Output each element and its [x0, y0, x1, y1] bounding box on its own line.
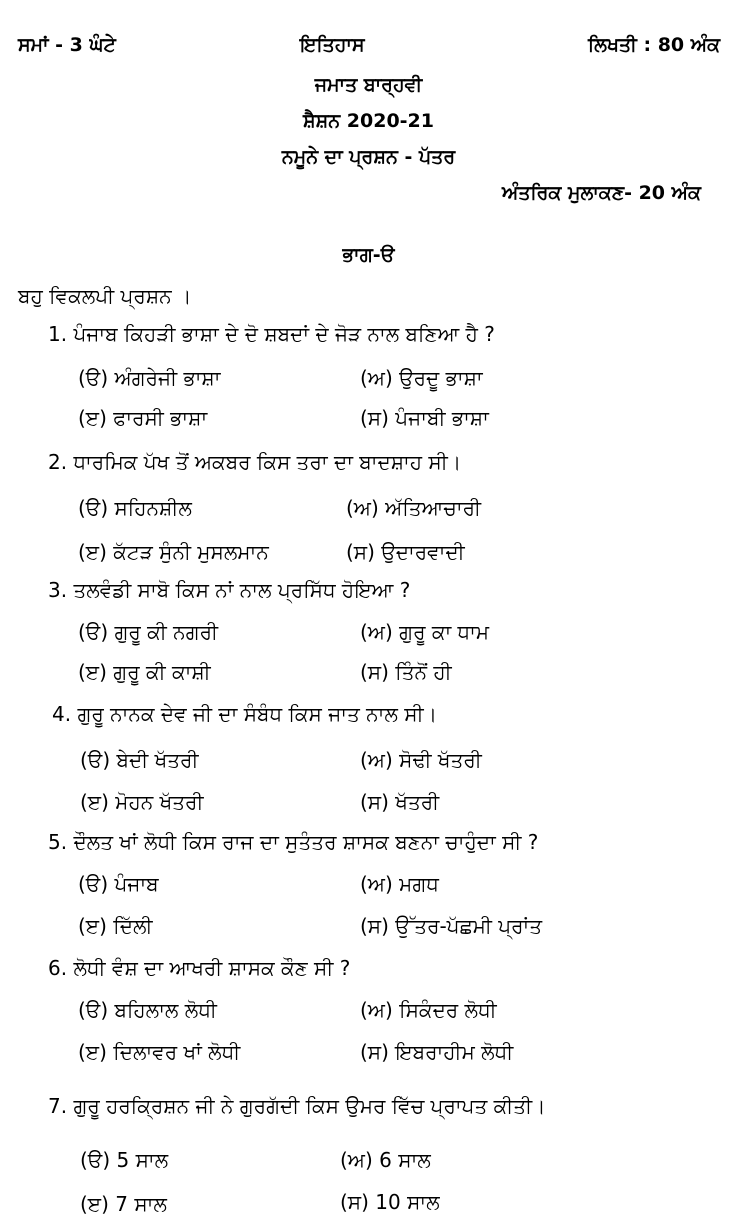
q3-option-b: (ਅ) ਗੁਰੂ ਕਾ ਧਾਮ: [360, 620, 490, 644]
q2-option-d: (ਸ) ਉਦਾਰਵਾਦੀ: [346, 540, 465, 564]
question-5: 5. ਦੌਲਤ ਖਾਂ ਲੋਧੀ ਕਿਸ ਰਾਜ ਦਾ ਸੁਤੰਤਰ ਸ਼ਾਸਕ ਬਣਨਾ ਚਾਹੁੰਦਾ ਸੀ ?: [48, 830, 539, 854]
q2-option-a: (ੳ) ਸਹਿਨਸ਼ੀਲ: [78, 496, 192, 520]
q4-option-b: (ਅ) ਸੋਢੀ ਖੱਤਰੀ: [360, 748, 482, 772]
internal-marks-label: ਅੰਤਰਿਕ ਮੁਲਾਕਣ- 20 ਅੰਕ: [502, 182, 701, 204]
q7-option-c: (ੲ) 7 ਸਾਲ: [80, 1192, 167, 1216]
question-7: 7. ਗੁਰੂ ਹਰਕ੍ਰਿਸ਼ਨ ਜੀ ਨੇ ਗੁਰਗੱਦੀ ਕਿਸ ਉਮਰ ਵਿੱਚ ਪ੍ਰਾਪਤ ਕੀਤੀ।: [48, 1094, 546, 1118]
q4-option-a: (ੳ) ਬੇਦੀ ਖੱਤਰੀ: [80, 748, 199, 772]
paper-title: ਨਮੂਨੇ ਦਾ ਪ੍ਰਸ਼ਨ - ਪੱਤਰ: [281, 146, 456, 168]
q2-option-c: (ੲ) ਕੱਟੜ ਸੁੰਨੀ ਮੁਸਲਮਾਨ: [78, 540, 269, 564]
q7-option-a: (ੳ) 5 ਸਾਲ: [80, 1148, 169, 1172]
q1-option-b: (ਅ) ਉਰਦੂ ਭਾਸ਼ਾ: [360, 366, 483, 390]
class-label: ਜਮਾਤ ਬਾਰ੍ਹਵੀ: [314, 74, 423, 96]
question-3: 3. ਤਲਵੰਡੀ ਸਾਬੋ ਕਿਸ ਨਾਂ ਨਾਲ ਪ੍ਰਸਿੱਧ ਹੋਇਆ ?: [48, 578, 411, 602]
time-label: ਸਮਾਂ - 3 ਘੰਟੇ: [18, 34, 116, 56]
section-instruction: ਬਹੁ ਵਿਕਲਪੀ ਪ੍ਰਸ਼ਨ ।: [18, 284, 192, 308]
q4-option-c: (ੲ) ਮੋਹਨ ਖੱਤਰੀ: [80, 790, 204, 814]
q1-option-a: (ੳ) ਅੰਗਰੇਜੀ ਭਾਸ਼ਾ: [78, 366, 221, 390]
q6-option-a: (ੳ) ਬਹਿਲਾਲ ਲੋਧੀ: [78, 998, 217, 1022]
question-6: 6. ਲੋਧੀ ਵੰਸ਼ ਦਾ ਆਖਰੀ ਸ਼ਾਸਕ ਕੌਣ ਸੀ ?: [48, 956, 351, 980]
question-1: 1. ਪੰਜਾਬ ਕਿਹੜੀ ਭਾਸ਼ਾ ਦੇ ਦੋ ਸ਼ਬਦਾਂ ਦੇ ਜੋੜ ਨਾਲ ਬਣਿਆ ਹੈ ?: [48, 322, 495, 346]
q1-option-c: (ੲ) ਫਾਰਸੀ ਭਾਸ਼ਾ: [78, 406, 208, 430]
q6-option-c: (ੲ) ਦਿਲਾਵਰ ਖਾਂ ਲੋਧੀ: [78, 1040, 241, 1064]
q3-option-c: (ੲ) ਗੁਰੂ ਕੀ ਕਾਸ਼ੀ: [78, 660, 211, 684]
section-title: ਭਾਗ-ੳ: [342, 244, 395, 266]
question-4: 4. ਗੁਰੂ ਨਾਨਕ ਦੇਵ ਜੀ ਦਾ ਸੰਬੰਧ ਕਿਸ ਜਾਤ ਨਾਲ ਸੀ।: [52, 702, 438, 726]
q3-option-a: (ੳ) ਗੁਰੂ ਕੀ ਨਗਰੀ: [78, 620, 219, 644]
q5-option-a: (ੳ) ਪੰਜਾਬ: [78, 872, 159, 896]
q7-option-b: (ਅ) 6 ਸਾਲ: [340, 1148, 431, 1172]
q3-option-d: (ਸ) ਤਿੰਨੋਂ ਹੀ: [360, 660, 452, 684]
q6-option-d: (ਸ) ਇਬਰਾਹੀਮ ਲੋਧੀ: [360, 1040, 514, 1064]
q5-option-c: (ੲ) ਦਿੱਲੀ: [78, 914, 153, 938]
session-label: ਸ਼ੈਸ਼ਨ 2020-21: [302, 110, 434, 132]
q1-option-d: (ਸ) ਪੰਜਾਬੀ ਭਾਸ਼ਾ: [360, 406, 489, 430]
q5-option-b: (ਅ) ਮਗਧ: [360, 872, 439, 896]
q7-option-d: (ਸ) 10 ਸਾਲ: [340, 1190, 440, 1214]
q2-option-b: (ਅ) ਅੱਤਿਆਚਾਰੀ: [346, 496, 481, 520]
marks-label: ਲਿਖਤੀ : 80 ਅੰਕ: [588, 34, 721, 56]
q6-option-b: (ਅ) ਸਿਕੰਦਰ ਲੋਧੀ: [360, 998, 497, 1022]
subject-label: ਇਤਿਹਾਸ: [300, 34, 365, 56]
q4-option-d: (ਸ) ਖੱਤਰੀ: [360, 790, 440, 814]
q5-option-d: (ਸ) ਉੱਤਰ-ਪੱਛਮੀ ਪ੍ਰਾਂਤ: [360, 914, 542, 938]
question-2: 2. ਧਾਰਮਿਕ ਪੱਖ ਤੋਂ ਅਕਬਰ ਕਿਸ ਤਰਾ ਦਾ ਬਾਦਸ਼ਾਹ ਸੀ।: [48, 450, 462, 474]
